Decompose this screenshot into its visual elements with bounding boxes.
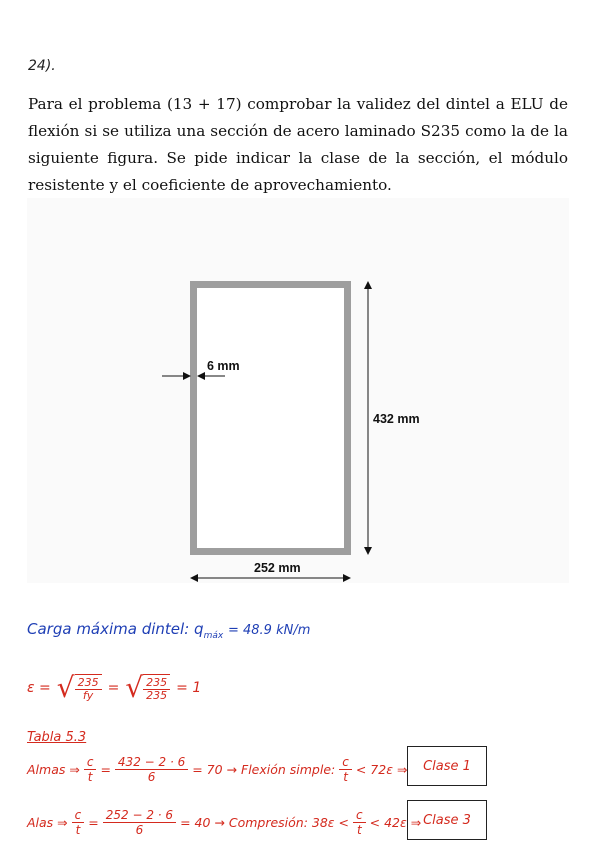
almas-calc-fraction	[115, 755, 188, 784]
almas-ct-fraction	[84, 755, 97, 784]
alas-eq: =	[88, 815, 99, 830]
alas-label: Alas ⇒	[27, 815, 68, 830]
almas-cond-c: c	[339, 755, 352, 770]
alas-t: t	[75, 823, 81, 837]
section-inner-void	[197, 288, 344, 548]
width-label: 252 mm	[254, 561, 301, 575]
alas-ct-fraction	[72, 808, 85, 837]
section-figure	[27, 198, 569, 583]
epsilon-den-2: 235	[146, 689, 168, 702]
load-text: Carga máxima dintel:	[27, 620, 190, 638]
alas-cond-t: t	[356, 823, 362, 837]
max-load-line	[27, 620, 310, 641]
epsilon-line	[27, 668, 201, 708]
box-section-drawing	[27, 198, 569, 583]
alas-calc-num: 252 − 2 · 6	[103, 808, 176, 823]
almas-condition: < 72ε ⇒	[355, 762, 408, 777]
epsilon-num-1: 235	[75, 677, 102, 690]
problem-statement: Para el problema (13 + 17) comprobar la validez del dintel a ELU de flexión si se utiliza una sección de acero laminado S235 como la de la siguiente figura. Se pide indicar la clase de la sección, el módulo resistente y el coeficiente de aprovechamiento.	[28, 95, 568, 194]
load-subscript: máx	[203, 631, 224, 641]
epsilon-lhs: ε =	[27, 680, 51, 696]
almas-calc-line	[27, 755, 407, 784]
alas-cond-c: c	[353, 808, 366, 823]
alas-calc-line	[27, 808, 421, 837]
alas-calc-den: 6	[135, 823, 144, 837]
almas-c: c	[84, 755, 97, 770]
sqrt-1: √ $\frac{235}{fy}$	[57, 674, 102, 702]
almas-t: t	[87, 770, 93, 784]
alas-calc-fraction	[103, 808, 176, 837]
almas-cond-t: t	[343, 770, 348, 784]
epsilon-num-2: 235	[143, 677, 170, 690]
table-reference: Tabla 5.3	[27, 730, 87, 745]
problem-number: 24).	[28, 58, 56, 74]
alas-condition: < 42ε ⇒	[369, 815, 422, 830]
epsilon-result: = 1	[176, 680, 202, 696]
load-value: = 48.9 kN/m	[227, 623, 311, 638]
almas-result: = 70 → Flexión simple:	[192, 762, 336, 777]
almas-eq: =	[100, 762, 111, 777]
height-label: 432 mm	[373, 412, 420, 426]
almas-class-box: Clase 1	[407, 746, 487, 786]
alas-class-box: Clase 3	[407, 800, 487, 840]
epsilon-eq: =	[107, 680, 120, 696]
almas-calc-den: 6	[147, 770, 156, 784]
almas-calc-num: 432 − 2 · 6	[115, 755, 188, 770]
almas-cond-fraction	[339, 755, 352, 784]
alas-c: c	[72, 808, 85, 823]
thickness-label: 6 mm	[207, 359, 240, 373]
alas-cond-fraction	[353, 808, 366, 837]
sqrt-2: √ $\frac{235}{235}$	[125, 674, 170, 702]
epsilon-den-1: fy	[82, 689, 94, 702]
load-symbol: q	[194, 620, 204, 638]
almas-label: Almas ⇒	[27, 762, 80, 777]
alas-result: = 40 → Compresión: 38ε <	[180, 815, 350, 830]
